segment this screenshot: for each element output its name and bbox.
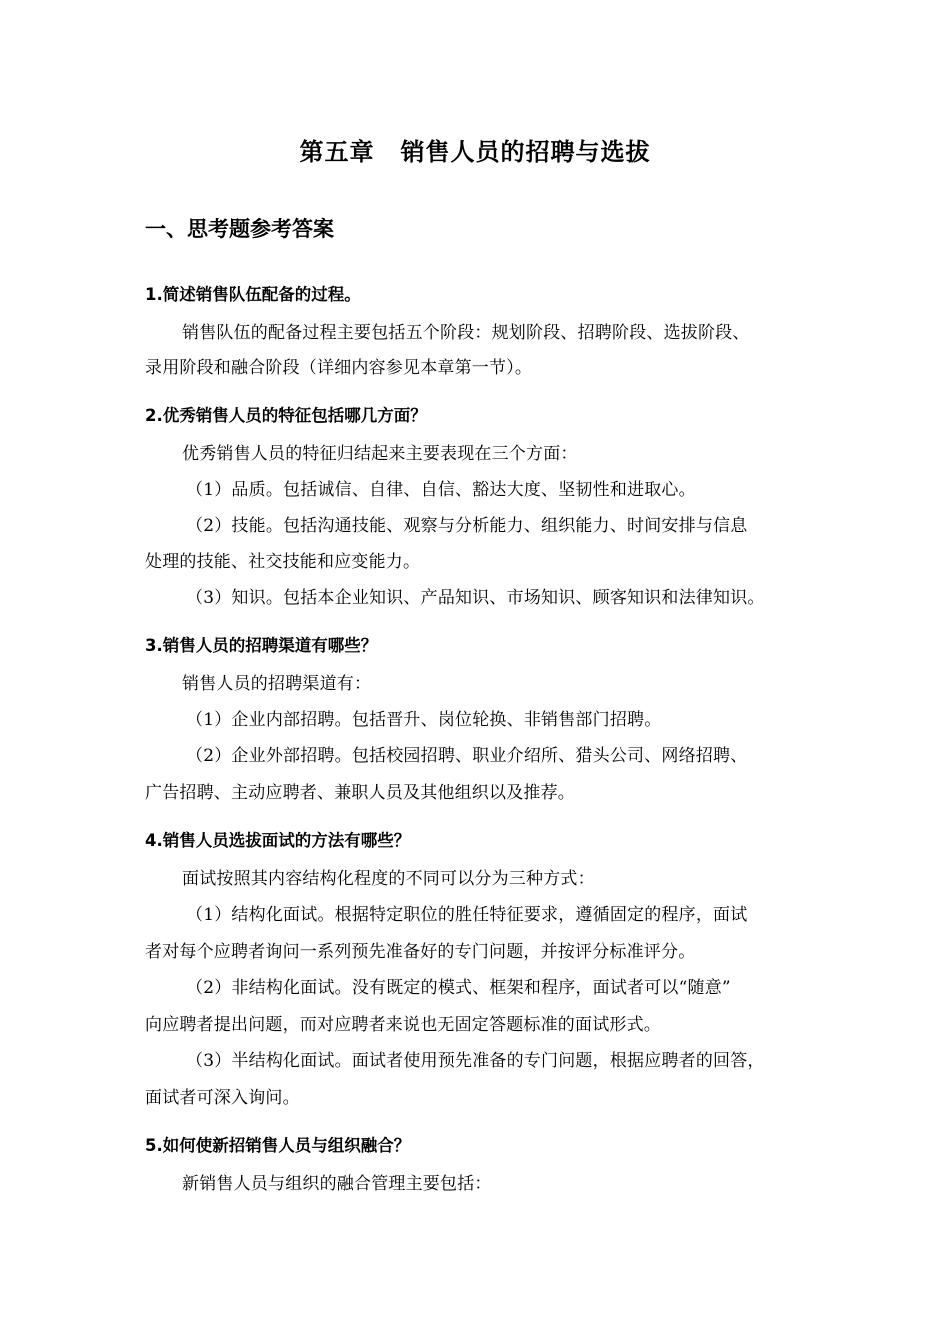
answer-line: 录用阶段和融合阶段（详细内容参见本章第一节）。	[145, 358, 533, 378]
question-heading: 5.如何使新招销售人员与组织融合？	[145, 1136, 411, 1155]
question-heading: 3.销售人员的招聘渠道有哪些？	[145, 636, 378, 655]
chapter-number: 第五章	[299, 138, 375, 166]
answer-line: 优秀销售人员的特征归结起来主要表现在三个方面：	[182, 444, 578, 464]
answer-line: 者对每个应聘者询问一系列预先准备好的专门问题，并按评分标准评分。	[145, 942, 696, 962]
answer-line: 广告招聘、主动应聘者、兼职人员及其他组织以及推荐。	[145, 783, 575, 803]
answer-line: （1）品质。包括诚信、自律、自信、豁达大度、坚韧性和进取心。	[186, 480, 696, 500]
answer-line: 销售队伍的配备过程主要包括五个阶段：规划阶段、招聘阶段、选拔阶段、	[182, 323, 750, 343]
answer-line: （1）结构化面试。根据特定职位的胜任特征要求，遵循固定的程序，面试	[186, 905, 748, 925]
question-heading: 2.优秀销售人员的特征包括哪几方面？	[145, 406, 427, 425]
question-heading: 1.简述销售队伍配备的过程。	[145, 285, 361, 304]
answer-line: （2）企业外部招聘。包括校园招聘、职业介绍所、猎头公司、网络招聘、	[186, 746, 748, 766]
answer-line: 新销售人员与组织的融合管理主要包括：	[182, 1174, 492, 1194]
section-heading: 一、思考题参考答案	[145, 217, 334, 241]
question-heading: 4.销售人员选拔面试的方法有哪些？	[145, 831, 411, 850]
answer-line: 面试按照其内容结构化程度的不同可以分为三种方式：	[182, 869, 595, 889]
chapter-title	[0, 132, 950, 167]
answer-line: 面试者可深入询问。	[145, 1088, 300, 1108]
answer-line: 销售人员的招聘渠道有：	[182, 674, 372, 694]
answer-line: （1）企业内部招聘。包括晋升、岗位轮换、非销售部门招聘。	[186, 710, 662, 730]
chapter-name: 销售人员的招聘与选拔	[400, 138, 651, 166]
answer-line: 向应聘者提出问题，而对应聘者来说也无固定答题标准的面试形式。	[145, 1015, 661, 1035]
answer-line: 处理的技能、社交技能和应变能力。	[145, 552, 421, 572]
answer-line: （3）知识。包括本企业知识、产品知识、市场知识、顾客知识和法律知识。	[186, 588, 765, 608]
answer-line: （2）非结构化面试。没有既定的模式、框架和程序，面试者可以“随意”	[186, 978, 731, 998]
answer-line: （3）半结构化面试。面试者使用预先准备的专门问题，根据应聘者的回答，	[186, 1051, 765, 1071]
answer-line: （2）技能。包括沟通技能、观察与分析能力、组织能力、时间安排与信息	[186, 516, 748, 536]
